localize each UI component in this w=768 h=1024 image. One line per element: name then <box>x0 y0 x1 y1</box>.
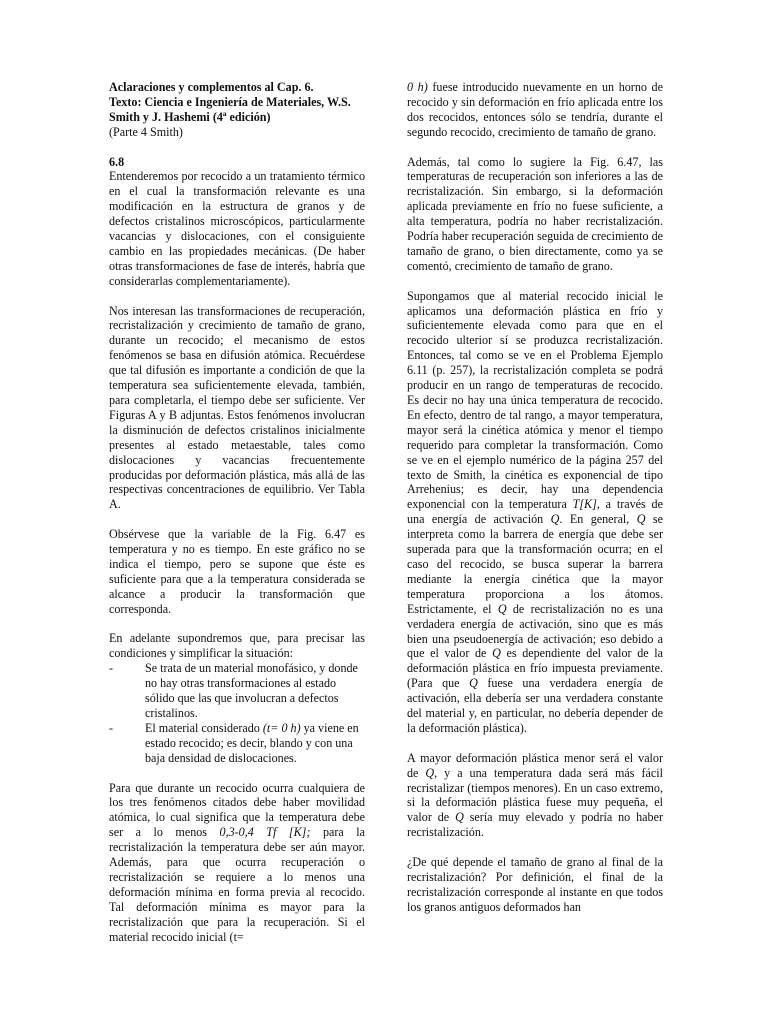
right-column <box>407 80 663 930</box>
list-bullet: - <box>109 720 114 735</box>
list-bullet: - <box>109 661 114 676</box>
header-title: Aclaraciones y complementos al Cap. 6. <box>109 80 314 94</box>
header-part: (Parte 4 Smith) <box>109 124 183 139</box>
paragraph: Además, tal como lo sugiere la Fig. 6.47, las temperaturas de recuperación son inferiores a las de recristalización. Sin embargo, si la deformación aplicada previamente en frío no fuese suficiente, a alta temperatura, podría no haber recristalización. Podría haber recuperación seguida de crecimiento de tamaño de grano, o bien directamente, como ya se comentó, crecimiento de tamaño de grano. <box>407 154 663 273</box>
paragraph: Nos interesan las transformaciones de recuperación, recristalización y crecimiento de tamaño de grano, durante un recocido; el mecanismo de estos fenómenos se basa en difusión atómica. Recuérdese que tal difusión es importante a condición de que la temperatura sea suficientemente elevada, también, para completarla, el tiempo debe ser suficiente. Ver Figuras A y B adjuntas. Estos fenómenos involucran la disminución de defectos cristalinos inicialmente presentes al estado metaestable, tales como dislocaciones y vacancias frecuentemente producidas por deformación plástica, más allá de las respectivas concentraciones de equilibrio. Ver Tabla A. <box>109 303 365 512</box>
paragraph: Entenderemos por recocido a un tratamiento térmico en el cual la transformación relevante es una modificación en la estructura de granos y de defectos cristalinos microscópicos, particularmente vacancias y dislocaciones, con el consiguiente cambio en las propiedades mecánicas. (De haber otras transformaciones de fase de interés, habría que considerarlas complementariamente). <box>109 169 365 288</box>
document-header <box>109 80 365 140</box>
section-number: 6.8 <box>109 154 125 169</box>
list-item: - Se trata de un material monofásico, y donde no hay otras transformaciones al estado sólido que las que involucran a defectos cristalinos. <box>109 661 358 720</box>
paragraph: Para que durante un recocido ocurra cualquiera de los tres fenómenos citados debe haber movilidad atómica, lo cual significa que la temperatura debe ser a lo menos 0,3-0,4 Tf [K]; para la recristalización la temperatura debe ser aún mayor. Además, para que ocurra recuperación o recristalización se requiere a lo menos una deformación mínima en forma previa al recocido. Tal deformación mínima es mayor para la recristalización que para la recuperación. Si el material recocido inicial (t= <box>109 780 365 944</box>
section-6-8 <box>109 155 365 289</box>
conditions-list <box>109 661 365 765</box>
header-text-reference: Texto: Ciencia e Ingeniería de Materiales, W.S. Smith y J. Hashemi (4ª edición) <box>109 94 351 124</box>
paragraph: En adelante supondremos que, para precisar las condiciones y simplificar la situación: <box>109 631 365 661</box>
paragraph: Supongamos que al material recocido inicial le aplicamos una deformación plástica en frío y suficientemente elevada como para que en el recocido ulterior sí se produzca recristalización. Entonces, tal como se ve en el Problema Ejemplo 6.11 (p. 257), la recristalización completa se podrá producir en un rango de temperaturas de recocido. Es decir no hay una única temperatura de recocido. En efecto, dentro de tal rango, a mayor temperatura, mayor será la cinética atómica y menor el tiempo requerido para completar la transformación. Como se ve en el ejemplo numérico de la página 257 del texto de Smith, la cinética es exponencial de tipo Arrehenius; es decir, hay una dependencia exponencial con la temperatura T[K], a través de una energía de activación Q. En general, Q se interpreta como la barrera de energía que debe ser superada para que la transformación ocurra; en el caso del recocido, se busca superar la barrera mediante la energía cinética que la mayor temperatura proporciona a los átomos. Estrictamente, el Q de recristalización no es una verdadera energía de activación, sino que es más bien una pseudoenergía de activación; eso debido a que el valor de Q es dependiente del valor de la deformación plástica en frío impuesta previamente. (Para que Q fuese una verdadera energía de activación, ella debería ser una verdadera constante del material y, en particular, no debería depender de la deformación plástica). <box>407 288 663 735</box>
paragraph: 0 h) fuese introducido nuevamente en un horno de recocido y sin deformación en frío aplicada entre los dos recocidos, entonces sólo se tendría, durante el segundo recocido, crecimiento de tamaño de grano. <box>407 80 663 139</box>
left-column <box>109 80 365 959</box>
paragraph: A mayor deformación plástica menor será el valor de Q, y a una temperatura dada será más fácil recristalizar (tiempos menores). En un caso extremo, si la deformación plástica fuese muy pequeña, el valor de Q sería muy elevado y podría no haber recristalización. <box>407 750 663 840</box>
list-item: - El material considerado (t= 0 h) ya viene en estado recocido; es decir, blando y con una baja densidad de dislocaciones. <box>109 720 359 765</box>
paragraph: Obsérvese que la variable de la Fig. 6.47 es temperatura y no es tiempo. En este gráfico no se indica el tiempo, pero se supone que éste es suficiente para que a la temperatura considerada se alcance a producir la transformación que corresponda. <box>109 527 365 616</box>
paragraph: ¿De qué depende el tamaño de grano al final de la recristalización? Por definición, el final de la recristalización corresponde al instante en que todos los granos antiguos deformados han <box>407 855 663 914</box>
